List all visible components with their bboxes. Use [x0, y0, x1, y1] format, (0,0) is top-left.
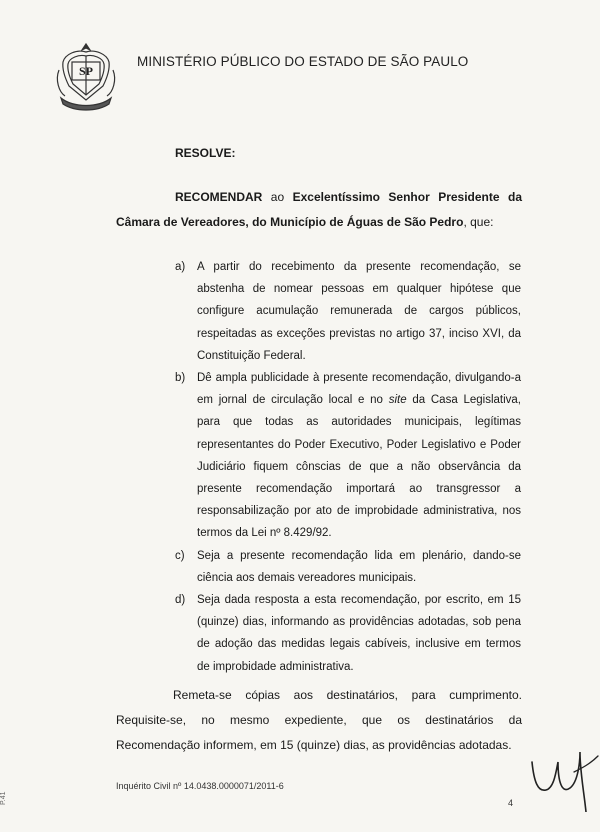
- margin-note: P.41: [0, 791, 7, 805]
- item-letter: c): [175, 549, 185, 562]
- item-letter: d): [175, 594, 186, 607]
- recommend-closing: , que:: [463, 215, 494, 229]
- item-text: Seja a presente recomendação lida em plenário, dando-se ciência aos demais vereadores municipais.: [197, 549, 521, 584]
- item-text: A partir do recebimento da presente recomendação, se abstenha de nomear pessoas em qualquer hipótese que configure acumulação remunerada de cargos públicos, respeitadas as exceções previstas no artigo 37, inciso XVI, da Constituição Federal.: [197, 261, 521, 362]
- closing-paragraph: Remeta-se cópias aos destinatários, para cumprimento. Requisite-se, no mesmo expediente, que os destinatários da Recomendação informem, em 15 (quinze) dias, as providências adotadas.: [116, 688, 522, 752]
- list-item: [175, 589, 521, 678]
- sao-paulo-seal-icon: [55, 40, 117, 112]
- list-item: [175, 545, 521, 589]
- recommend-verb: RECOMENDAR: [175, 190, 263, 204]
- item-text: Seja dada resposta a esta recomendação, por escrito, em 15 (quinze) dias, informando as providências adotadas, sob pena de adoção das medidas legais cabíveis, inclusive em termos de improbidade administrativa.: [197, 594, 521, 673]
- page-number: 4: [508, 798, 514, 808]
- item-letter: a): [175, 261, 186, 273]
- list-item: [175, 367, 521, 545]
- recommend-connector: ao: [270, 190, 285, 204]
- list-item: [175, 256, 521, 367]
- resolve-heading: RESOLVE:: [175, 146, 236, 160]
- recommendation-list: [175, 256, 521, 678]
- svg-text:SP: SP: [78, 64, 94, 78]
- signature-mark: [528, 742, 600, 812]
- item-letter: b): [175, 372, 186, 385]
- recommend-addressee: Excelentíssimo Senhor Presidente da Câmara de Vereadores, do Município de Águas de São Pedro: [116, 190, 523, 229]
- footer-reference: Inquérito Civil nº 14.0438.0000071/2011-6: [116, 781, 284, 791]
- institution-title: MINISTÉRIO PÚBLICO DO ESTADO DE SÃO PAULO: [137, 54, 469, 69]
- item-text: Dê ampla publicidade à presente recomendação, divulgando-a em jornal de circulação local e no site da Casa Legislativa, para que todas as autoridades municipais, legítimas representantes do Poder Executivo, Poder Legislativo e Poder Judiciário fiquem cônscias de que a não observância da presente recomendação importará ao transgressor a responsabilização por ato de improbidade administrativa, nos termos da Lei nº 8.429/92.: [197, 372, 521, 540]
- recommendation-paragraph: [116, 185, 522, 235]
